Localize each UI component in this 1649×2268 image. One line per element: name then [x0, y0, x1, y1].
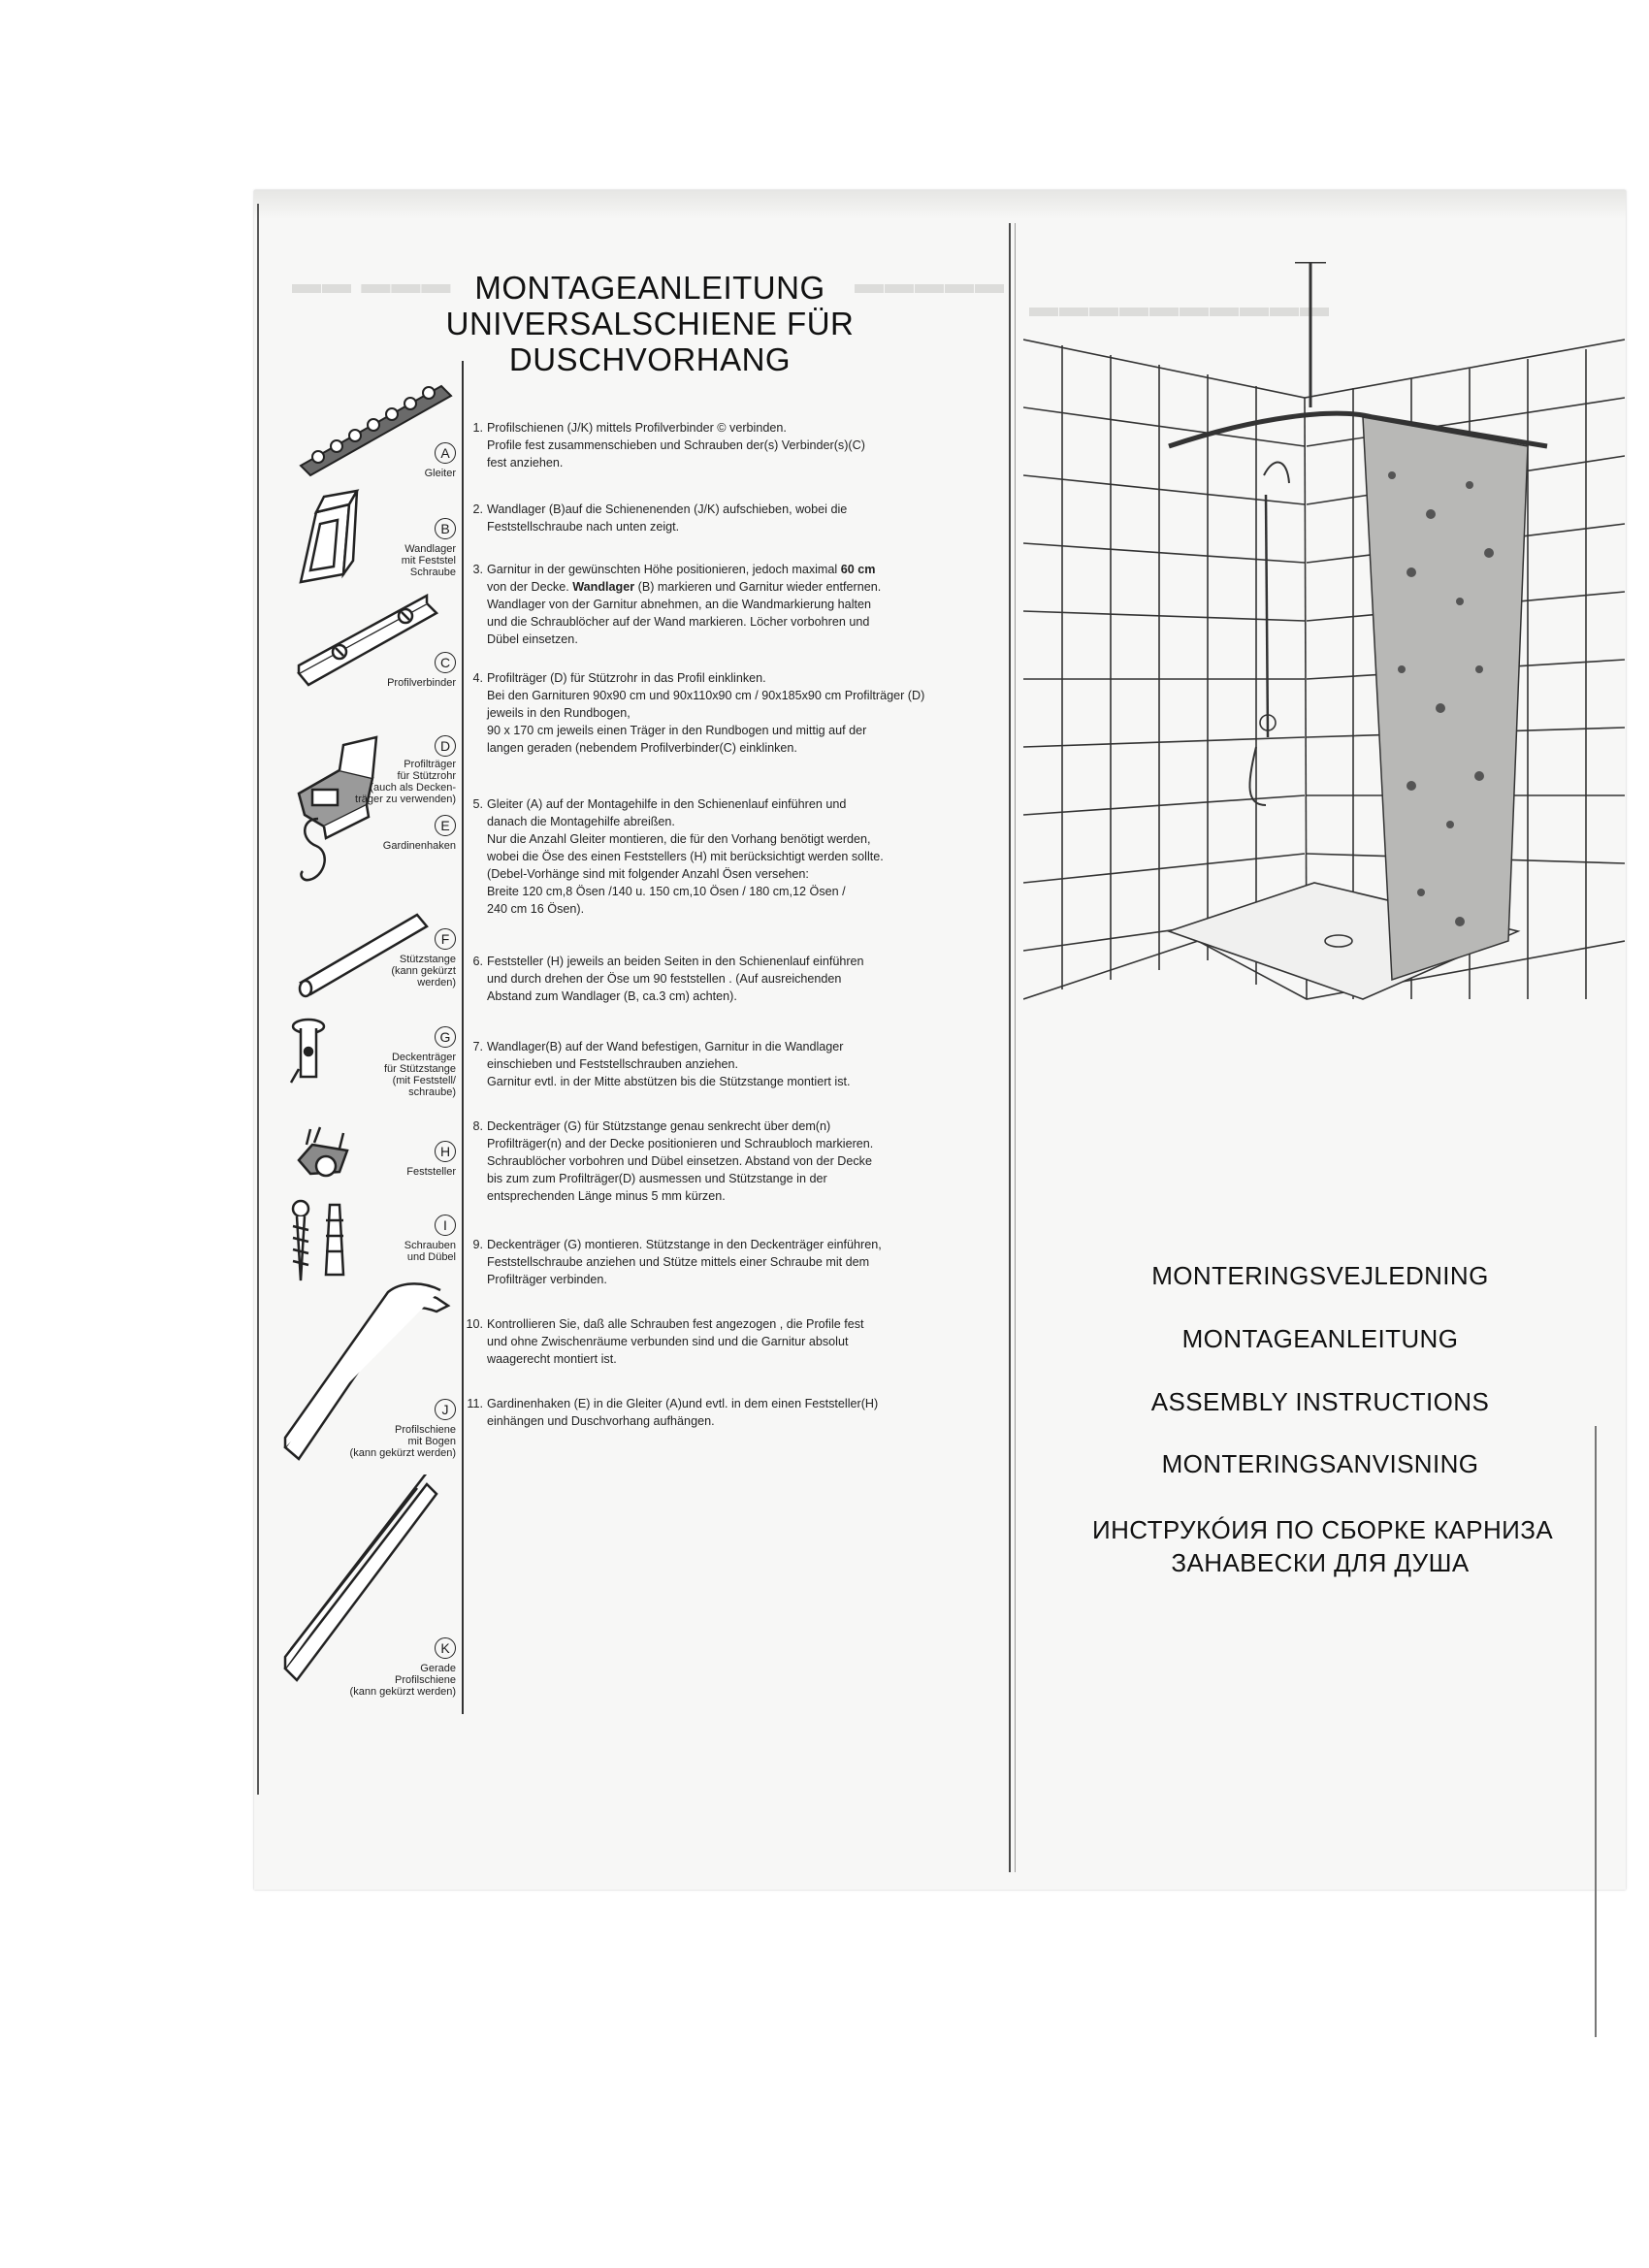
step-line: waagerecht montiert ist.: [487, 1352, 617, 1366]
step-line: Schraublöcher vorbohren und Dübel einsetzen. Abstand von der Decke: [487, 1154, 872, 1168]
part-caption: Profilschiene mit Bogen (kann gekürzt werden): [349, 1424, 456, 1459]
part-letter: H: [435, 1141, 456, 1162]
part-caption: Gardinenhaken: [382, 840, 456, 852]
show-through-mark: ▬▬▬▬▬▬▬▬▬▬: [1028, 291, 1329, 323]
part-f: [242, 897, 456, 1004]
title-line: UNIVERSALSCHIENE FÜR: [445, 306, 855, 341]
step-line: 240 cm 16 Ösen).: [487, 902, 585, 916]
step-line: jeweils in den Rundbogen,: [487, 706, 630, 720]
part-caption: Schrauben und Dübel: [404, 1240, 456, 1263]
step-text: [487, 1315, 1001, 1368]
step-line: und die Schraublöcher auf der Wand markieren. Löcher vorbohren und: [487, 615, 870, 629]
step-line: Wandlager(B) auf der Wand befestigen, Garnitur in die Wandlager: [487, 1040, 844, 1053]
title-line: DUSCHVORHANG: [508, 341, 792, 377]
part-caption: Gerade Profilschiene (kann gekürzt werden): [349, 1663, 456, 1698]
part-letter: D: [435, 735, 456, 757]
step-line: Gardinenhaken (E) in die Gleiter (A)und evtl. in dem einen Feststeller(H): [487, 1397, 879, 1410]
language-title-danish: MONTERINGSVEJLEDNING: [1151, 1261, 1489, 1290]
step-line: Feststellschraube anziehen und Stütze mittels einer Schraube mit dem: [487, 1255, 870, 1269]
step-number: 9.: [472, 1238, 483, 1251]
part-c: [242, 594, 456, 691]
part-e: [242, 811, 456, 889]
part-letter: E: [435, 815, 456, 836]
step-number: 8.: [472, 1119, 483, 1133]
language-title-english: ASSEMBLY INSTRUCTIONS: [1150, 1387, 1490, 1416]
part-caption: Profilverbinder: [387, 677, 456, 689]
part-k: [242, 1474, 456, 1707]
step-number: 4.: [472, 671, 483, 685]
step-line: Dübel einsetzen.: [487, 632, 578, 646]
language-title-swedish: MONTERINGSANVISNING: [1161, 1449, 1479, 1478]
step-line: Wandlager von der Garnitur abnehmen, an die Wandmarkierung halten: [487, 598, 871, 611]
part-caption: Stützstange (kann gekürzt werden): [391, 954, 456, 988]
step-number: 3.: [472, 563, 483, 576]
step-line: Deckenträger (G) für Stützstange genau senkrecht über dem(n): [487, 1119, 831, 1133]
step-line: Profile fest zusammenschieben und Schrauben der(s) Verbinder(s)(C): [487, 438, 865, 452]
language-title-german: MONTAGEANLEITUNG: [1181, 1324, 1459, 1353]
part-letter: F: [435, 928, 456, 950]
step-number: 2.: [472, 502, 483, 516]
step-number: 10.: [466, 1317, 483, 1331]
document-title: [427, 270, 873, 377]
step-line: fest anziehen.: [487, 456, 564, 470]
step-text: [487, 561, 1001, 648]
step-number: 5.: [472, 797, 483, 811]
right-page-edge: [1595, 1426, 1597, 2037]
step-text: [487, 1236, 1001, 1288]
step-line: Nur die Anzahl Gleiter montieren, die für den Vorhang benötigt werden,: [487, 832, 871, 846]
show-through-mark: ▬▬▬▬▬: [854, 268, 1004, 300]
title-line: MONTAGEANLEITUNG: [474, 270, 825, 306]
step-text: [487, 419, 1001, 471]
step-line: Profilschienen (J/K) mittels Profilverbinder © verbinden.: [487, 421, 787, 435]
step-line: Garnitur evtl. in der Mitte abstützen bis die Stützstange montiert ist.: [487, 1075, 851, 1088]
part-letter: C: [435, 652, 456, 673]
part-i: [242, 1197, 456, 1294]
part-caption: Feststeller: [406, 1166, 456, 1178]
step-text: [487, 1038, 1001, 1090]
step-text: [487, 795, 1001, 918]
step-number: 1.: [472, 421, 483, 435]
step-text: [487, 1395, 1001, 1430]
part-letter: I: [435, 1215, 456, 1236]
step-line: einhängen und Duschvorhang aufhängen.: [487, 1414, 715, 1428]
part-h: [242, 1116, 456, 1195]
part-letter: J: [435, 1399, 456, 1420]
part-b: [242, 485, 456, 592]
profile-connector-icon: [242, 594, 466, 691]
step-number: 7.: [472, 1040, 483, 1053]
step-line: und ohne Zwischenräume verbunden sind und die Garnitur absolut: [487, 1335, 849, 1348]
step-line: Profilträger (D) für Stützrohr in das Profil einklinken.: [487, 671, 766, 685]
part-letter: G: [435, 1026, 456, 1048]
step-line: 90 x 170 cm jeweils einen Träger in den Rundbogen und mittig auf der: [487, 724, 867, 737]
step-text: [487, 501, 1001, 535]
step-line: und durch drehen der Öse um 90 feststellen . (Auf ausreichenden: [487, 972, 842, 986]
part-caption: Wandlager mit Feststel Schraube: [401, 543, 456, 578]
step-line: danach die Montagehilfe abreißen.: [487, 815, 675, 828]
step-line: Garnitur in der gewünschten Höhe positionieren, jedoch maximal 60 cm: [487, 563, 876, 576]
step-line: Deckenträger (G) montieren. Stützstange in den Deckenträger einführen,: [487, 1238, 882, 1251]
part-letter: B: [435, 518, 456, 539]
step-line: langen geraden (nebendem Profilverbinder(C) einklinken.: [487, 741, 797, 755]
step-number: 6.: [472, 955, 483, 968]
fold-line: [1009, 223, 1011, 1872]
step-line: bis zum zum Profilträger(D) ausmessen und Stützstange in der: [487, 1172, 827, 1185]
stopper-icon: [242, 1116, 466, 1195]
step-text: [487, 953, 1001, 1005]
step-line: Profilträger verbinden.: [487, 1273, 607, 1286]
step-line: Breite 120 cm,8 Ösen /140 u. 150 cm,10 Ösen / 180 cm,12 Ösen /: [487, 885, 846, 898]
step-line: Gleiter (A) auf der Montagehilfe in den Schienenlauf einführen und: [487, 797, 847, 811]
step-line: einschieben und Feststellschrauben anziehen.: [487, 1057, 739, 1071]
language-title-russian: ИНСТРУКÓИЯ ПО СБОРКЕ КАРНИЗА ЗАНАВЕСКИ ДЛЯ ДУША: [1092, 1515, 1554, 1577]
step-line: Profilträger(n) and der Decke positionieren und Schraubloch markieren.: [487, 1137, 874, 1150]
part-g: [242, 1009, 456, 1116]
shower-corner-illustration: [1023, 262, 1625, 1096]
part-caption: Gleiter: [424, 468, 456, 479]
step-text: [487, 669, 1001, 757]
step-line: entsprechenden Länge minus 5 mm kürzen.: [487, 1189, 726, 1203]
fold-line-shadow: [1015, 223, 1016, 1872]
step-line: Kontrollieren Sie, daß alle Schrauben fest angezogen , die Profile fest: [487, 1317, 864, 1331]
show-through-mark: ▬▬▬ ▬▬: [291, 268, 451, 300]
step-line: Abstand zum Wandlager (B, ca.3 cm) achten).: [487, 989, 737, 1003]
step-line: Bei den Garnituren 90x90 cm und 90x110x90 cm / 90x185x90 cm Profilträger (D): [487, 689, 925, 702]
part-caption: Profilträger für Stützrohr (auch als Decken- träger zu verwenden): [355, 759, 456, 805]
step-line: Feststeller (H) jeweils an beiden Seiten in den Schienenlauf einführen: [487, 955, 864, 968]
step-text: [487, 1118, 1001, 1205]
step-line: Wandlager (B)auf die Schienenenden (J/K) aufschieben, wobei die: [487, 502, 848, 516]
part-a: [242, 369, 456, 485]
part-caption: Deckenträger für Stützstange (mit Feststell/ schraube): [384, 1052, 456, 1098]
step-line: (Debel-Vorhänge sind mit folgender Anzahl Ösen versehen:: [487, 867, 809, 881]
part-letter: A: [435, 442, 456, 464]
part-j: [242, 1282, 456, 1467]
step-line: wobei die Öse des einen Feststellers (H) mit berücksichtigt werden sollte.: [487, 850, 884, 863]
step-number: 11.: [467, 1397, 483, 1410]
part-letter: K: [435, 1637, 456, 1659]
step-line: Feststellschraube nach unten zeigt.: [487, 520, 680, 534]
step-line: von der Decke. Wandlager (B) markieren und Garnitur wieder entfernen.: [487, 580, 882, 594]
glider-strip-icon: [242, 369, 466, 480]
